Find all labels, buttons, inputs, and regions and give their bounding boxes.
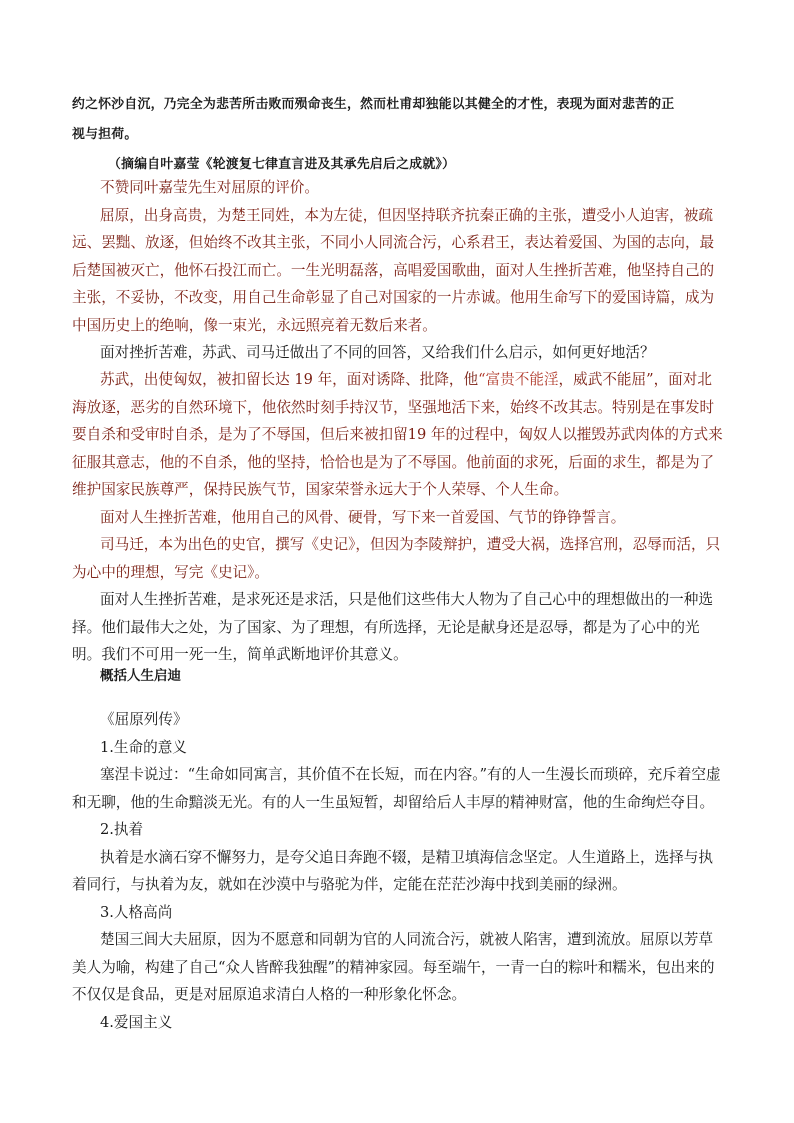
- sima-qian-paragraph: 司马迁，本为出色的史官，撰写《史记》，但因为李陵辩护，遭受大祸，选择宫刑，忍辱而活，只为心中的理想，写完《史记》。: [72, 536, 721, 581]
- answer2-summary: 面对人生挫折苦难，他用自己的风骨、硬骨，写下来一首爱国、气节的铮铮誓言。: [100, 508, 626, 526]
- question2-text: 面对挫折苦难，苏武、司马迁做出了不同的回答，又给我们什么启示，如何更好地活？: [100, 344, 655, 361]
- quoted-passage: [72, 90, 726, 180]
- answer-section-2: [72, 366, 726, 586]
- section-heading: 概括人生启迪: [100, 668, 181, 684]
- quote-line-2: 视与担荷。: [72, 127, 138, 142]
- answer2-quote: “富贵不能淫: [478, 371, 559, 388]
- subsection-2-title: 2.执着: [100, 821, 144, 838]
- inspiration-section: [72, 706, 726, 1036]
- subsection-3-title: 3.人格高尚: [100, 903, 173, 921]
- answer2-part2: ，威武不能屈”，面对北海放逐，恶劣的自然环境下，他依然时刻手持汉节，坚强地活下来，始终不改其志。特别是在事发时要自杀和受审时自杀，是为了不辱国，但后来被扣留19 年的过程中，匈奴人以摧毁苏武肉体的方式来征服其意志，他的不自杀，他的坚持，恰恰也是为了不辱国。他前面的求死，后面的求生，都是为了维护国家民族尊严，保持民族气节，国家荣誉永远大于个人荣辱、个人生命。: [72, 371, 723, 498]
- answer1-body: 屈原，出身高贵，为楚王同姓，本为左徒，但因坚持联齐抗秦正确的主张，遭受小人迫害，被疏远、罢黜、放逐，但始终不改其主张，不同小人同流合污，心系君王，表达着爱国、为国的志向，最后楚国被灭亡，他怀石投江而亡。一生光明磊落，高唱爱国歌曲，面对人生挫折苦难，他坚持自己的主张，不妥协，不改变，用自己生命彰显了自己对国家的一片赤诚。他用生命写下的爱国诗篇，成为中国历史上的绝响，像一束光，永远照亮着无数后来者。: [72, 206, 715, 334]
- question-2: [72, 339, 726, 367]
- book-title: 《屈原列传》: [100, 711, 188, 728]
- subsection-2-body: 执着是水滴石穿不懈努力，是夸父追日奔跑不辍，是精卫填海信念坚定。人生道路上，选择与执着同行，与执着为友，就如在沙漠中与骆驼为伴，定能在茫茫沙海中找到美丽的绿洲。: [72, 848, 713, 893]
- subsection-1-body: 塞涅卡说过：“生命如同寓言，其价值不在长短，而在内容。”有的人一生漫长而琐碎，充斥着空虚和无聊，他的生命黯淡无光。有的人一生虽短暂，却留给后人丰厚的精神财富，他的生命绚烂夺目。: [72, 766, 721, 811]
- conclusion-section: [72, 586, 726, 669]
- subsection-1-title: 1.生命的意义: [100, 738, 187, 756]
- answer1-intro: 不赞同叶嘉莹先生对屈原的评价。: [100, 179, 319, 196]
- quote-source: （摘编自叶嘉莹《轮渡复七律直言进及其承先启后之成就》）: [108, 157, 456, 172]
- heading-section: [72, 663, 726, 691]
- answer2-paragraph: [72, 366, 726, 504]
- conclusion-paragraph: 面对人生挫折苦难，是求死还是求活，只是他们这些伟大人物为了自己心中的理想做出的一种选择。他们最伟大之处，为了国家、为了理想，有所选择，无论是献身还是忍辱，都是为了心中的光明。我们不可用一死一生，简单武断地评价其意义。: [72, 591, 713, 663]
- quote-line-1: 约之怀沙自沉，乃完全为悲苦所击败而殒命丧生，然而杜甫却独能以其健全的才性，表现为面对悲苦的正: [72, 97, 675, 112]
- answer-section-1: [72, 174, 726, 339]
- answer2-part1: 苏武，出使匈奴，被扣留长达 19 年，面对诱降、批降，他: [100, 371, 479, 388]
- subsection-3-body: 楚国三闾大夫屈原，因为不愿意和同朝为官的人同流合污，就被人陷害，遭到流放。屈原以芳草美人为喻，构建了自己“众人皆醉我独醒”的精神家园。每至端午，一青一白的粽叶和糯米，包出来的不仅仅是食品，更是对屈原追求清白人格的一种形象化怀念。: [72, 931, 715, 1003]
- subsection-4-title: 4.爱国主义: [100, 1013, 173, 1031]
